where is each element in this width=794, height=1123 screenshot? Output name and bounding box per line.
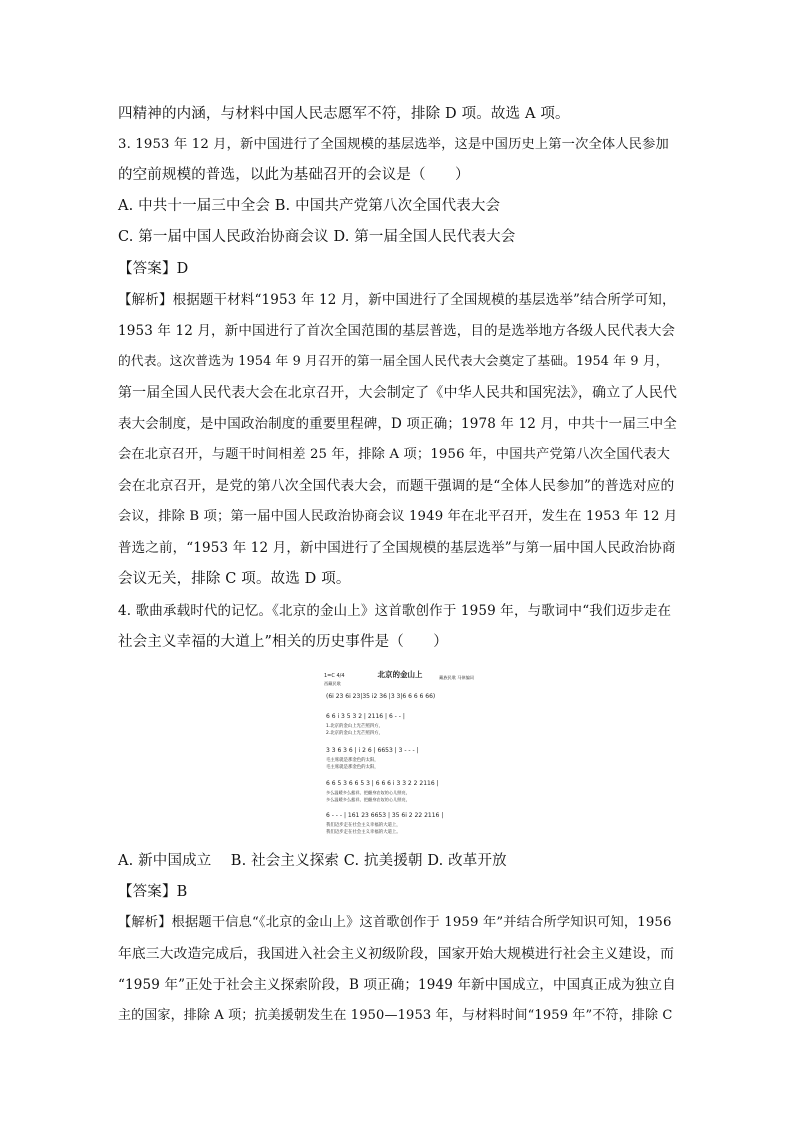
question-3-stem: 3. 1953 年 12 月，新中国进行了全国规模的基层选举，这是中国历史上第一次全体人民参加 [118,137,669,152]
text-line: 会在北京召开，是党的第八次全国代表大会，而题干强调的是“全体人民参加”的普选对应的 [118,478,675,494]
score-lyric-line: 多么温暖多么慈祥，把翻身农奴的心儿照亮， [326,790,410,795]
text-line: 年底三大改造完成后，我国进入社会主义初级阶段，国家开始大规模进行社会主义建设，而 [118,946,675,962]
score-key: 1=C 4/4 [324,673,345,679]
score-lyric-line: 2.北京的金山上光芒照四方， [326,731,383,736]
question-4-options: A. 新中国成立 B. 社会主义探索 C. 抗美援朝 D. 改革开放 [118,853,507,869]
answer-4: 【答案】B [118,884,188,900]
question-4-stem-cont: 社会主义幸福的大道上”相关的历史事件是（ ） [118,634,448,650]
text-line: 会在北京召开，与题干时间相差 25 年，排除 A 项；1956 年，中国共产党第八次全国代表大 [118,447,671,462]
score-lyric-line: 我们迈步走在社会主义幸福的大道上， [326,823,401,828]
analysis-4: 【解析】根据题干信息“《北京的金山上》这首歌创作于 1959 年”并结合所学知识可知，1956 [118,915,672,930]
text-line: 的代表。这次普选为 1954 年 9 月召开的第一届全国人民代表大会奠定了基础。1954 年 9 月， [118,354,669,369]
text-line: 普选之前，“1953 年 12 月，新中国进行了全国规模的基层选举”与第一届中国人民政治协商 [118,540,676,556]
score-right-credit: 藏族民歌 马倬编词 [439,675,474,680]
text-line: 主的国家，排除 A 项；抗美援朝发生在 1950—1953 年，与材料时间“1959 年”不符，排除 C [118,1008,673,1023]
analysis-3: 【解析】根据题干材料“1953 年 12 月，新中国进行了全国规模的基层选举”结合所学可知， [118,292,676,308]
score-notes-row: (6i 23 6i 23|35 i2 36 |3 3|6 6 6 6 66) [326,693,436,700]
score-notes-row: 3 3 6 3 6 | i 2 6 | 6653 | 3 - - - | [326,747,419,754]
score-lyric-line: 我们迈步走在社会主义幸福的大道上。 [326,830,401,835]
score-lyric-line: 毛主席就是那金色的太阳， [326,758,379,763]
text-line: 会议，排除 B 项；第一届中国人民政治协商会议 1949 年在北平召开，发生在 1953 年 12 月 [118,509,678,524]
score-title: 北京的金山上 [377,670,423,679]
score-notes-row: 6 6 i 3 5 3 2 | 2116 | 6 - - | [326,713,405,720]
sheet-music-figure [320,668,480,836]
text-line: 第一届全国人民代表大会在北京召开，大会制定了《中华人民共和国宪法》，确立了人民代 [118,385,677,401]
text-line: 1953 年 12 月，新中国进行了首次全国范围的基层普选，目的是选举地方各级人民代表大会 [118,323,676,339]
score-left-credit: 西藏民歌 [324,681,341,686]
question-3-options-cd: C. 第一届中国人民政治协商会议 D. 第一届全国人民代表大会 [118,229,516,245]
score-notes-row: 6 6 5 3 6 6 5 3 | 6 6 6 i 3 3 2 2 2116 | [326,780,439,787]
question-3-stem-cont: 的空前规模的普选，以此为基础召开的会议是（ ） [118,167,470,183]
text-line: “1959 年”正处于社会主义探索阶段，B 项正确；1949 年新中国成立，中国真正成为独立自 [118,977,676,993]
question-3-options-ab: A. 中共十一届三中全会 B. 中国共产党第八次全国代表大会 [118,198,501,214]
score-lyric-line: 毛主席就是那金色的太阳， [326,765,379,770]
score-lyric-line: 1.北京的金山上光芒照四方， [326,724,383,729]
question-4-stem: 4. 歌曲承载时代的记忆。《北京的金山上》这首歌创作于 1959 年，与歌词中“我们迈步走在 [118,603,672,619]
score-notes-row: 6 - - - | 161 23 6653 | 35 6i 2 22 2116 | [326,812,444,819]
score-lyric-line: 多么温暖多么慈祥，把翻身农奴的心儿照亮， [326,797,410,802]
text-line: 会议无关，排除 C 项。故选 D 项。 [118,571,351,587]
sheet-music-image [320,668,480,836]
text-line: 四精神的内涵，与材料中国人民志愿军不符，排除 D 项。故选 A 项。 [118,106,570,122]
answer-3: 【答案】D [118,261,189,277]
text-line: 表大会制度，是中国政治制度的重要里程碑，D 项正确；1978 年 12 月，中共十一届三中全 [118,416,677,432]
